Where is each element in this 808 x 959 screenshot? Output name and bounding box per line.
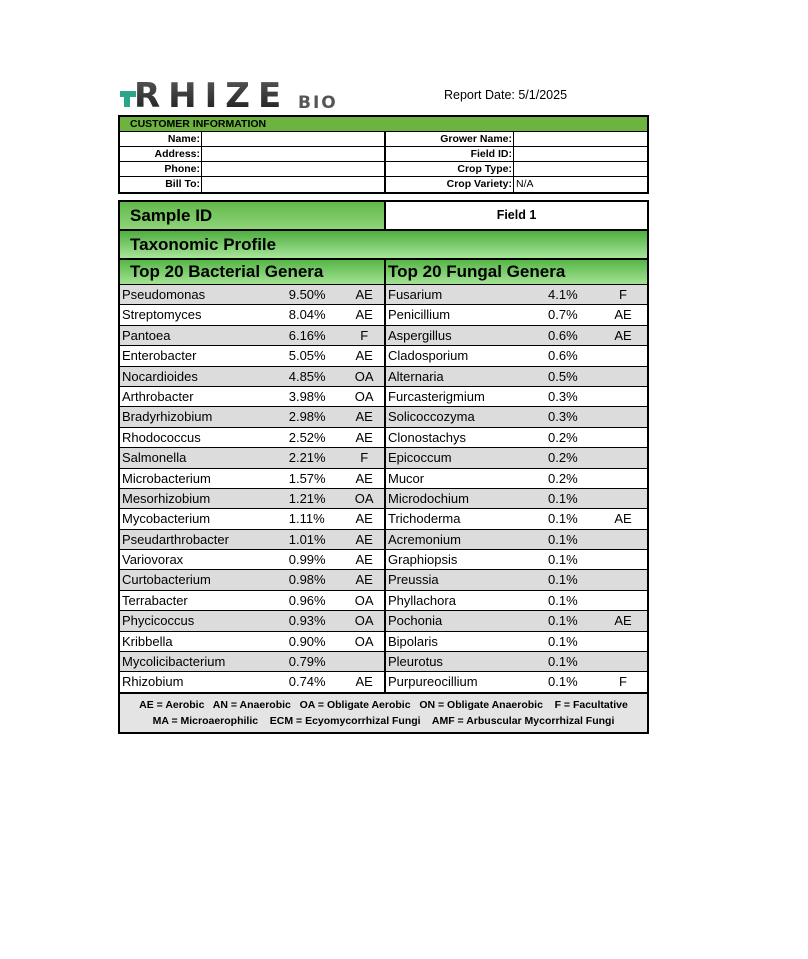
genus-abundance: 0.74%: [288, 674, 326, 690]
genus-oxygen-type: [600, 550, 646, 569]
table-row: [120, 427, 647, 447]
bacterial-genus-entry: [120, 570, 386, 589]
genus-abundance: 8.04%: [288, 307, 326, 323]
rhize-bio-logo: [120, 78, 350, 112]
genus-oxygen-type: AE: [355, 552, 373, 568]
genus-name: Pleurotus: [388, 654, 443, 670]
genus-oxygen-type: [600, 346, 646, 365]
bacterial-genus-entry: [120, 632, 386, 651]
genus-oxygen-type: [600, 407, 646, 426]
genera-header-row: [120, 260, 647, 284]
genus-name: Clonostachys: [388, 429, 467, 445]
fungal-genus-entry: [386, 530, 647, 549]
genus-abundance: 9.50%: [288, 287, 326, 302]
genus-oxygen-type: OA: [354, 368, 374, 384]
genus-name: Enterobacter: [122, 348, 197, 364]
table-row: [120, 325, 647, 345]
table-row: [120, 488, 647, 508]
genus-oxygen-type: [344, 652, 384, 671]
genus-oxygen-type: AE: [355, 511, 373, 527]
genus-oxygen-type: F: [360, 450, 369, 466]
genus-abundance: 0.1%: [548, 511, 578, 527]
bacterial-genus-entry: [120, 550, 386, 569]
bacterial-genus-entry: [120, 591, 386, 610]
genus-name: Cladosporium: [388, 348, 469, 364]
genus-oxygen-type: AE: [355, 429, 373, 445]
genus-abundance: 0.90%: [288, 633, 326, 649]
genus-name: Aspergillus: [388, 327, 452, 343]
genus-oxygen-type: [600, 469, 646, 488]
table-row: [120, 569, 647, 589]
bacterial-genus-entry: [120, 346, 386, 365]
genus-oxygen-type: AE: [355, 409, 373, 425]
genus-oxygen-type: AE: [355, 531, 373, 547]
genus-abundance: 4.1%: [548, 287, 578, 302]
bacterial-genera-title: Top 20 Bacterial Genera: [120, 260, 386, 284]
sample-id-label: Sample ID: [120, 202, 386, 229]
genus-oxygen-type: [600, 448, 646, 467]
fungal-genus-entry: [386, 570, 647, 589]
genus-name: Furcasterigmium: [388, 388, 485, 404]
customer-info-grid: [120, 132, 647, 192]
genus-abundance: 0.1%: [548, 552, 578, 568]
genus-name: Phyllachora: [388, 592, 456, 608]
customer-field-label: Bill To:: [120, 177, 202, 192]
genus-oxygen-type: [600, 530, 646, 549]
customer-field-label: Field ID:: [386, 147, 514, 162]
genus-abundance: 0.1%: [548, 490, 578, 506]
bacterial-genus-entry: [120, 611, 386, 630]
genus-name: Alternaria: [388, 368, 444, 384]
genus-abundance: 6.16%: [288, 327, 326, 343]
bacterial-genus-entry: [120, 428, 386, 447]
genus-oxygen-type: [600, 367, 646, 386]
fungal-genus-entry: [386, 469, 647, 488]
table-row: [120, 304, 647, 324]
fungal-genus-entry: [386, 285, 647, 304]
genus-abundance: 5.05%: [288, 348, 326, 364]
fungal-genus-entry: [386, 367, 647, 386]
table-row: [120, 610, 647, 630]
genus-name: Mycobacterium: [122, 511, 211, 527]
abbreviation-legend: [120, 692, 647, 732]
genus-abundance: 1.01%: [288, 531, 326, 547]
genus-abundance: 3.98%: [288, 388, 326, 404]
table-row: [120, 284, 647, 304]
genus-abundance: 2.98%: [288, 409, 326, 425]
genus-oxygen-type: OA: [354, 592, 374, 608]
bacterial-genus-entry: [120, 672, 386, 691]
genus-oxygen-type: AE: [355, 572, 373, 588]
table-row: [120, 366, 647, 386]
fungal-genus-entry: [386, 489, 647, 508]
genus-name: Streptomyces: [122, 307, 202, 323]
genus-abundance: 0.1%: [548, 654, 578, 670]
genus-name: Graphiopsis: [388, 552, 458, 568]
customer-field-value: [202, 177, 386, 192]
genus-abundance: 0.6%: [548, 327, 578, 343]
genus-name: Curtobacterium: [122, 572, 211, 588]
table-row: [120, 386, 647, 406]
logo-graphic: [120, 78, 350, 112]
table-row: [120, 590, 647, 610]
genus-abundance: 0.1%: [548, 572, 578, 588]
customer-field-value: [514, 132, 647, 147]
fungal-genus-entry: [386, 305, 647, 324]
fungal-genus-entry: [386, 509, 647, 528]
genus-name: Pantoea: [122, 327, 171, 343]
genus-name: Mycolicibacterium: [122, 654, 226, 670]
genus-name: Solicoccozyma: [388, 409, 475, 425]
genus-oxygen-type: [600, 632, 646, 651]
genus-name: Rhizobium: [122, 674, 184, 690]
bacterial-genus-entry: [120, 285, 386, 304]
fungal-genus-entry: [386, 407, 647, 426]
genus-abundance: 1.21%: [288, 490, 326, 506]
genus-name: Trichoderma: [388, 511, 461, 527]
fungal-genus-entry: [386, 591, 647, 610]
genus-name: Variovorax: [122, 552, 184, 568]
genus-oxygen-type: AE: [355, 307, 373, 323]
customer-field-label: Grower Name:: [386, 132, 514, 147]
genus-oxygen-type: [600, 387, 646, 406]
genus-abundance: 0.1%: [548, 633, 578, 649]
fungal-genus-entry: [386, 448, 647, 467]
report-date-value: 5/1/2025: [518, 88, 568, 102]
genus-oxygen-type: [600, 428, 646, 447]
genus-abundance: 0.79%: [288, 654, 326, 670]
genus-oxygen-type: F: [619, 674, 627, 690]
customer-field-value: [514, 162, 647, 177]
genus-name: Mucor: [388, 470, 425, 486]
genus-name: Nocardioides: [122, 368, 198, 384]
fungal-genus-entry: [386, 550, 647, 569]
genus-abundance: 4.85%: [288, 368, 326, 384]
genus-abundance: 1.57%: [288, 470, 326, 486]
genus-oxygen-type: [600, 652, 646, 671]
fungal-genus-entry: [386, 326, 647, 345]
table-row: [120, 631, 647, 651]
genus-oxygen-type: [600, 489, 646, 508]
bacterial-genus-entry: [120, 387, 386, 406]
customer-info-header: CUSTOMER INFORMATION: [120, 117, 647, 132]
genus-oxygen-type: OA: [354, 613, 374, 629]
customer-info-table: [118, 115, 649, 194]
genus-oxygen-type: AE: [355, 287, 373, 302]
genus-name: Penicillium: [388, 307, 451, 323]
genus-name: Mesorhizobium: [122, 490, 211, 506]
genus-abundance: 1.11%: [288, 511, 325, 527]
table-row: [120, 651, 647, 671]
fungal-genus-entry: [386, 346, 647, 365]
genus-abundance: 0.6%: [548, 348, 578, 364]
genus-name: Acremonium: [388, 531, 461, 547]
fungal-genus-entry: [386, 632, 647, 651]
legend-line-2: MA = Microaerophilic ECM = Ecyomycorrhizal Fungi AMF = Arbuscular Mycorrhizal Fungi: [152, 714, 615, 727]
table-row: [120, 529, 647, 549]
legend-line-1: AE = Aerobic AN = Anaerobic OA = Obligate Aerobic ON = Obligate Anaerobic F = Facultative: [139, 698, 628, 711]
genus-name: Pseudomonas: [122, 287, 206, 302]
genus-abundance: 0.7%: [548, 307, 578, 323]
bacterial-genus-entry: [120, 305, 386, 324]
genus-name: Kribbella: [122, 633, 173, 649]
genus-name: Salmonella: [122, 450, 187, 466]
genus-oxygen-type: F: [619, 287, 627, 302]
genus-abundance: 2.52%: [288, 429, 326, 445]
customer-field-value: [202, 147, 386, 162]
customer-field-label: Name:: [120, 132, 202, 147]
genus-oxygen-type: OA: [354, 388, 374, 404]
genus-name: Bipolaris: [388, 633, 438, 649]
genus-abundance: 0.1%: [548, 592, 578, 608]
table-row: [120, 671, 647, 691]
genus-abundance: 0.1%: [548, 613, 578, 629]
fungal-genus-entry: [386, 387, 647, 406]
genus-abundance: 0.96%: [288, 592, 326, 608]
genus-oxygen-type: AE: [614, 613, 632, 629]
customer-field-value: [202, 132, 386, 147]
table-row: [120, 468, 647, 488]
table-row: [120, 406, 647, 426]
sample-id-row: [120, 202, 647, 231]
taxonomic-table: [118, 200, 649, 734]
genus-abundance: 0.99%: [288, 552, 326, 568]
customer-field-label: Crop Type:: [386, 162, 514, 177]
sample-id-value: Field 1: [496, 208, 537, 222]
genus-abundance: 0.5%: [548, 368, 578, 384]
table-row: [120, 508, 647, 528]
genus-abundance: 0.98%: [288, 572, 326, 588]
genus-oxygen-type: AE: [614, 307, 632, 323]
fungal-genus-entry: [386, 611, 647, 630]
fungal-genus-entry: [386, 428, 647, 447]
customer-field-value: [202, 162, 386, 177]
genus-oxygen-type: AE: [355, 348, 373, 364]
bacterial-genus-entry: [120, 367, 386, 386]
genus-name: Microbacterium: [122, 470, 211, 486]
genus-oxygen-type: AE: [614, 327, 632, 343]
customer-field-label: Crop Variety:: [386, 177, 514, 192]
genus-abundance: 0.2%: [548, 450, 578, 466]
customer-field-label: Address:: [120, 147, 202, 162]
genus-name: Arthrobacter: [122, 388, 194, 404]
table-row: [120, 549, 647, 569]
bacterial-genus-entry: [120, 509, 386, 528]
genus-oxygen-type: AE: [355, 470, 373, 486]
genus-oxygen-type: [600, 591, 646, 610]
genus-oxygen-type: [600, 570, 646, 589]
genus-name: Microdochium: [388, 490, 469, 506]
genus-abundance: 0.2%: [548, 470, 578, 486]
genus-name: Pseudarthrobacter: [122, 531, 229, 547]
taxonomic-profile-title: Taxonomic Profile: [120, 231, 647, 260]
logo-brand-text: RHIZE: [134, 78, 290, 112]
genus-name: Pochonia: [388, 613, 443, 629]
customer-field-label: Phone:: [120, 162, 202, 177]
genus-name: Bradyrhizobium: [122, 409, 213, 425]
genus-abundance: 0.3%: [548, 388, 578, 404]
genera-rows: [120, 284, 647, 692]
report-date-label: Report Date:: [444, 88, 515, 102]
genus-abundance: 0.1%: [548, 531, 578, 547]
genus-abundance: 0.3%: [548, 409, 578, 425]
genus-name: Preussia: [388, 572, 439, 588]
bacterial-genus-entry: [120, 489, 386, 508]
genus-oxygen-type: AE: [614, 511, 632, 527]
fungal-genus-entry: [386, 672, 647, 691]
fungal-genera-title: Top 20 Fungal Genera: [388, 262, 566, 281]
genus-abundance: 0.1%: [548, 674, 578, 690]
customer-field-value: N/A: [516, 178, 534, 190]
genus-name: Epicoccum: [388, 450, 452, 466]
fungal-genus-entry: [386, 652, 647, 671]
bacterial-genus-entry: [120, 407, 386, 426]
genus-oxygen-type: OA: [354, 490, 374, 506]
genus-abundance: 0.2%: [548, 429, 578, 445]
bacterial-genus-entry: [120, 652, 386, 671]
bacterial-genus-entry: [120, 326, 386, 345]
genus-oxygen-type: F: [360, 327, 369, 343]
table-row: [120, 447, 647, 467]
genus-abundance: 0.93%: [288, 613, 326, 629]
genus-name: Fusarium: [388, 287, 443, 302]
logo-suffix-text: BIO: [298, 93, 338, 112]
genus-name: Purpureocillium: [388, 674, 478, 690]
genus-name: Phycicoccus: [122, 613, 195, 629]
genus-oxygen-type: AE: [355, 674, 373, 690]
bacterial-genus-entry: [120, 448, 386, 467]
table-row: [120, 345, 647, 365]
genus-name: Rhodococcus: [122, 429, 201, 445]
genus-abundance: 2.21%: [288, 450, 326, 466]
report-date: [444, 88, 567, 102]
customer-field-value: [514, 147, 647, 162]
genus-oxygen-type: OA: [354, 633, 374, 649]
genus-name: Terrabacter: [122, 592, 188, 608]
bacterial-genus-entry: [120, 530, 386, 549]
bacterial-genus-entry: [120, 469, 386, 488]
